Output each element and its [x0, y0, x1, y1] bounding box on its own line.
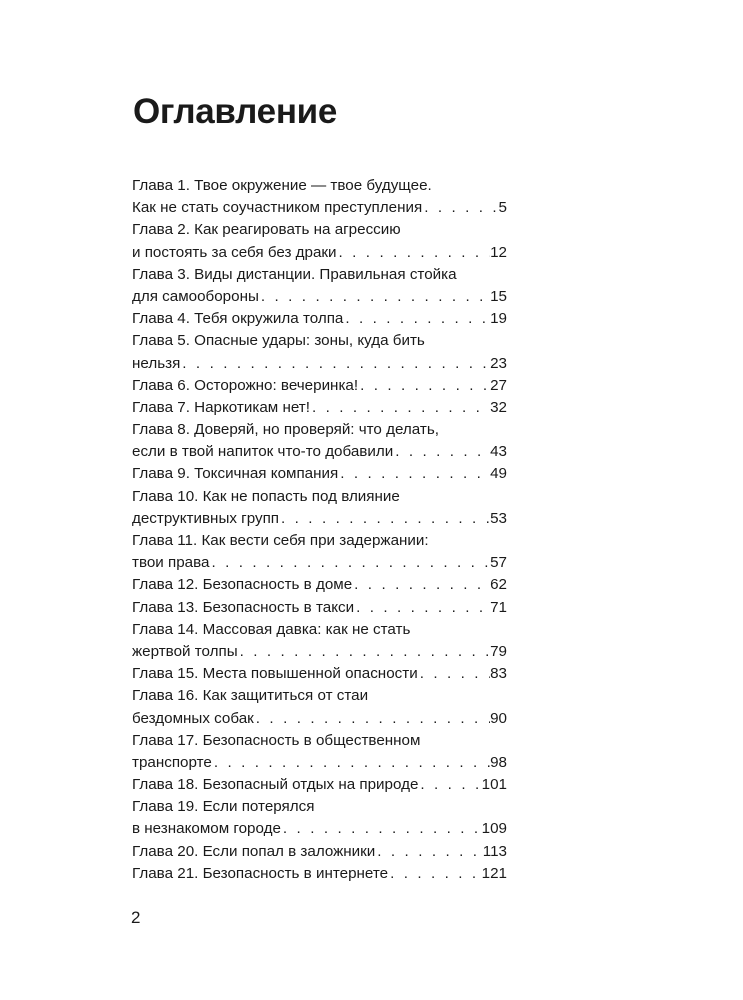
dot-leader [343, 308, 490, 330]
toc-entry-title: Глава 17. Безопасность в общественном [132, 731, 421, 749]
toc-entry-title: Глава 14. Массовая давка: как не стать [132, 620, 411, 638]
toc-line [132, 463, 507, 485]
toc-entry-title: Глава 19. Если потерялся [132, 798, 315, 816]
toc-page-number: 12 [490, 243, 507, 261]
toc-entry-title: Глава 8. Доверяй, но проверяй: что делать, [132, 421, 439, 439]
toc-entry-title: Глава 4. Тебя окружила толпа [132, 310, 344, 328]
toc-entry [132, 397, 507, 419]
toc-line [132, 863, 507, 885]
toc-entry [132, 375, 507, 397]
toc-page-number: 5 [498, 199, 507, 217]
toc-entry [132, 685, 507, 729]
toc-entry [132, 663, 507, 685]
dot-leader [310, 397, 490, 419]
toc-entry [132, 574, 507, 596]
toc-line [132, 242, 507, 264]
dot-leader [337, 242, 491, 264]
toc-page-number: 53 [490, 509, 507, 527]
toc-page-number: 121 [481, 864, 507, 882]
toc-line [132, 597, 507, 619]
toc-entry-title: Глава 2. Как реагировать на агрессию [132, 221, 401, 239]
toc-entry-title: и постоять за себя без драки [132, 243, 337, 261]
toc-entry-title: Как не стать соучастником преступления [132, 199, 423, 217]
toc-entry [132, 841, 507, 863]
toc-entry-title: Глава 10. Как не попасть под влияние [132, 487, 400, 505]
toc-page-number: 43 [490, 443, 507, 461]
toc-page-number: 98 [490, 753, 507, 771]
dot-leader [254, 708, 490, 730]
dot-leader [352, 574, 490, 596]
toc-line [132, 308, 507, 330]
toc-entry-title: Глава 12. Безопасность в доме [132, 576, 353, 594]
toc-line [132, 708, 507, 730]
toc-entry [132, 486, 507, 530]
toc-line [132, 441, 507, 463]
toc-page-number: 71 [490, 598, 507, 616]
toc-line [132, 286, 507, 308]
toc-entry-title: Глава 18. Безопасный отдых на природе [132, 776, 419, 794]
toc-entry [132, 774, 507, 796]
toc-page-number: 90 [490, 709, 507, 727]
toc-entry [132, 597, 507, 619]
toc-entry [132, 619, 507, 663]
toc-entry [132, 264, 507, 308]
toc-entry [132, 463, 507, 485]
toc-entry-title: Глава 20. Если попал в заложники [132, 842, 376, 860]
toc-page-number: 27 [490, 376, 507, 394]
toc-entry [132, 730, 507, 774]
toc-entry-title: Глава 7. Наркотикам нет! [132, 398, 310, 416]
page-title: Оглавление [133, 92, 338, 131]
toc-entry-title: транспорте [132, 753, 212, 771]
dot-leader [212, 752, 490, 774]
dot-leader [393, 441, 490, 463]
toc-page-number: 32 [490, 398, 507, 416]
toc-page-number: 113 [482, 842, 507, 860]
dot-leader [422, 197, 498, 219]
dot-leader [358, 375, 490, 397]
dot-leader [238, 641, 490, 663]
table-of-contents [132, 175, 507, 885]
toc-entry-title: бездомных собак [132, 709, 254, 727]
toc-entry [132, 863, 507, 885]
toc-entry-title: для самообороны [132, 287, 259, 305]
toc-line [132, 663, 507, 685]
toc-page-number: 62 [490, 576, 507, 594]
dot-leader [209, 552, 490, 574]
toc-entry-title: Глава 5. Опасные удары: зоны, куда бить [132, 332, 425, 350]
toc-line [132, 508, 507, 530]
dot-leader [281, 818, 482, 840]
toc-page-number: 23 [490, 354, 507, 372]
toc-entry-title: Глава 13. Безопасность в такси [132, 598, 355, 616]
dot-leader [279, 508, 490, 530]
toc-page-number: 79 [490, 642, 507, 660]
toc-entry-title: твои права [132, 554, 210, 572]
toc-entry-title: если в твой напиток что-то добавили [132, 443, 394, 461]
toc-line [132, 641, 507, 663]
dot-leader [388, 863, 482, 885]
toc-line [132, 375, 507, 397]
toc-entry [132, 530, 507, 574]
toc-line [132, 574, 507, 596]
dot-leader [375, 841, 483, 863]
toc-line [132, 397, 507, 419]
toc-entry-title: Глава 21. Безопасность в интернете [132, 864, 389, 882]
toc-entry-title: Глава 9. Токсичная компания [132, 465, 339, 483]
toc-entry [132, 175, 507, 219]
dot-leader [338, 463, 490, 485]
toc-entry [132, 419, 507, 463]
toc-page-number: 101 [481, 776, 507, 794]
toc-page-number: 49 [490, 465, 507, 483]
dot-leader [180, 353, 490, 375]
toc-entry-title: Глава 3. Виды дистанции. Правильная стойка [132, 265, 457, 283]
dot-leader [259, 286, 490, 308]
toc-entry [132, 330, 507, 374]
toc-entry-title: Глава 1. Твое окружение — твое будущее. [132, 177, 432, 194]
toc-entry-title: Глава 11. Как вести себя при задержании: [132, 532, 429, 549]
dot-leader [418, 774, 481, 796]
toc-line [132, 197, 507, 219]
toc-entry-title: Глава 6. Осторожно: вечеринка! [132, 376, 359, 394]
toc-line [132, 752, 507, 774]
toc-line [132, 841, 507, 863]
toc-line [132, 818, 507, 840]
toc-entry [132, 796, 507, 840]
toc-line [132, 353, 507, 375]
toc-page-number: 57 [490, 554, 507, 572]
toc-page-number: 109 [481, 820, 507, 838]
dot-leader [354, 597, 490, 619]
dot-leader [418, 663, 490, 685]
toc-entry-title: Глава 15. Места повышенной опасности [132, 665, 418, 683]
toc-entry-title: Глава 16. Как защититься от стаи [132, 687, 369, 705]
page-number: 2 [131, 908, 141, 927]
toc-page-number: 15 [490, 287, 507, 305]
toc-entry [132, 219, 507, 263]
toc-line [132, 552, 507, 574]
toc-entry-title: деструктивных групп [132, 509, 280, 527]
toc-entry-title: жертвой толпы [132, 642, 238, 660]
toc-entry-title: в незнакомом городе [132, 820, 281, 838]
toc-entry-title: нельзя [132, 354, 181, 372]
toc-page-number: 19 [490, 310, 507, 328]
toc-entry [132, 308, 507, 330]
toc-line [132, 774, 507, 796]
toc-page-number: 83 [490, 665, 507, 683]
